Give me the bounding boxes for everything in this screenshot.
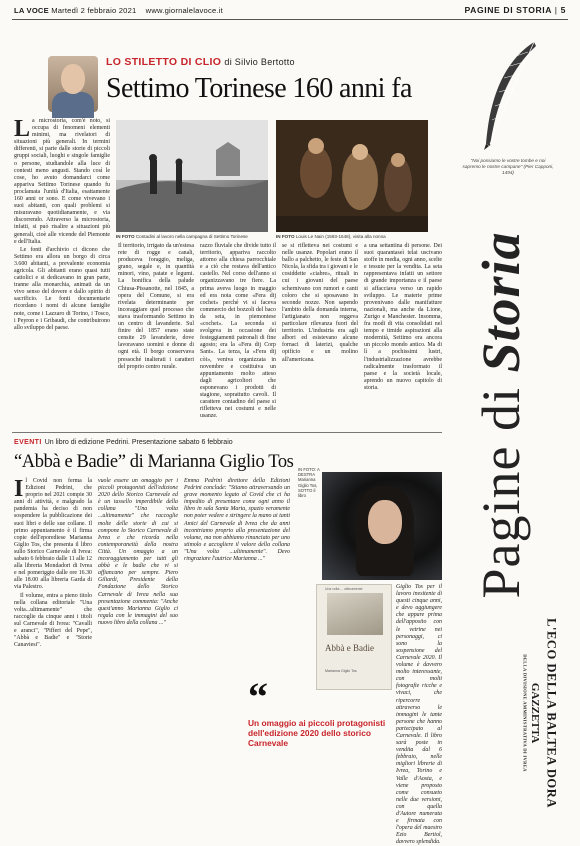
pullquote: Un omaggio ai piccoli protagonisti dell'edizione 2020 dello storico Carnevale [248,718,386,748]
events-kicker: EVENTI Un libro di edizione Pedrini. Presentazione sabato 6 febbraio [14,439,233,446]
article1-column-4: se si rifletteva nei costumi e nelle usanze. Popolari erano il ballo a palchetto, le feste di San Nicola, la sfida tra i giovani e le cosiddette «ciabre», rituali in cui i giovani del paese schernivano con rumori e canti coloro che si sposavano in seconde nozze. Non sapendo l'ambito della domanda interna, l'artigianato non reggeva particolare rilevanza fuori del territorio. L'industria era agli albori ed esistevano alcune fornaci di laterizi, qualche opificio e un molino all'americana. [282,243,358,363]
drop-cap: L [14,116,31,142]
section-vertical-title: Pagine di Storia [471,231,531,599]
article1-column-2: Il territorio, irrigato da un'estesa rete di rogge e canali, produceva foraggio, meliga, grano, segale e, in quantità minori, vino, patate e legumi. La bonifica della palude Chiusa-Pissanotte, nel 1845, a opera del Comune, si era rivelata determinante per incoraggiare quel processo che stava trasformando Settimo in un centro di lavanderie. Sul finire del 1857 erano state censite 29 lavanderie, dove lavoravano uomini e donne di ogni età. Il borgo conservava pressoché inalterati i caratteri del proprio centro rurale. [118,243,194,370]
section-divider [12,432,442,433]
article2-column-3: Emma Pedrini direttore della Edizioni Pedrini conclude: "Stiamo attraversando un grave momento legato al Covid che ci ha impedito di presentare come ogni anno il libro in sala Santa Marta, spazio veramente non poter vedere e stringere la mano ai tanti Amici del Carnevale di Ivrea che da anni incontriamo proprio alla presentazione del volume, ma non abbiamo rinunciato per uno stimolo e accogliere il valore della collana "Una volta ...ultimamente". Devo ringraziare l'autrice Marianna ..." [184,478,290,563]
article1-column-3: razzo fluviale che divide tutto il territorio, appariva raccolto attorno alla chiesa parrocchiale e a ciò che restava dell'antico castello. Nel corso dell'anno si organizzavano tre fiere. La prima aveva luogo in maggio ed era nota come «Fera dij cochet» perché vi si faceva commercio dei bozzoli del baco da seta, in piemontese «cochet». La seconda si svolgeva in occasione dei festeggiamenti patronali di fine agosto; era la «Fera dij Corp Sant». La terza, la «Fera dij còi», veniva organizzata in novembre e costituiva un appuntamento molto atteso dagli agricoltori che esponevano i prodotti di stagione, soprattutto cavoli. Il carattere contadino del paese si rifletteva nei costumi e nelle usanze. [200,243,276,420]
article1-column-5: a una settantina di persone. Dei suoi quarantaseì telai uscivano stoffe in media, ogni anno, scelte e tessute per la vendita. La seta rappresentava infatti un settore di grande importanza e il paese si affacciava verso un rapido sviluppo. Le materie prime provenivano dalle manifatture nazionali, ma anche da Lione, Zurigo e Manchester. Insomma, fra modi di vita consolidati nel tempo e timide aspirazioni alla modernità, Settimo era ancora un piccolo mondo antico. Ma di lì a pochissimi lustri, l'industrializzazione avrebbe radicalmente trasformato il paese e la società locale, aprendo un nuovo capitolo di storia. [364,243,442,391]
article2-column-4: Giglio Tos per il lavoro inesitente di questi cinque anni, e devo aggiungere che appare prima dell'apposito con le vetrine nei personaggi, ci sono la sospensione del Carnevale 2020. Il volume è davvero molto interessante, con molti fotografie ricche e vivaci, che ripercorre attraverso le immagini le tante persone che hanno partecipato al Carnevale. Il libro sarà poste in vendita dal 6 febbraio, nelle migliori librerie di Ivrea, Torino e Valle d'Aosta, e viene proposto come consueto nelle due versioni, con quella d'Autore numerata e firmata con l'opera del maestro Ezio Bertiol, davvero splendida. [396,584,442,846]
article2-headline: “Abbà e Badie” di Marianna Giglio Tos [14,452,294,472]
photo1-caption: IN FOTO Contadini al lavoro nella campagna di Settimo Torinese [116,234,248,239]
article1-column-1: La microstoria, com'è noto, si occupa di fenomeni elementi minimi, ma rivelatori di situazioni più generali. In termini differenti, si parte dalle storie di piccoli gruppi sociali, luoghi e singole famiglie o persone, studiandole alla luce di contesti meno angusti. Stando così le cose, ho avuto domandarci come appariva Settimo Torinese quando fu proclamata l'unità d'Italia, esattamente 160 anni or sono. E come vivevano i suoi abitanti, con quali problemi si misuravano quotidianamente, e via discorrendo. Attraverso la microstoria, infatti, si può risalire a situazioni più generali, cioè alle vicende del Piemonte e dell'Italia. Le fonti d'archivio ci dicono che Settimo era allora un borgo di circa 3.600 abitanti, a prevalente economia agricola. Gli abitanti erano quasi tutti cattolici e si dedicavano in gran parte, tranne alla monarchia, animati da un vivo senso del dovere e dallo spirito di sacrificio. Le fonti documentarie ricordano i nomi di alcune famiglie note, come i Lazzaro di Torino, i Tosco, i Peyron e i Gribaudi, che contribuirono allo sviluppo del paese. [14,116,110,331]
column-kicker [106,56,295,68]
byline: di Silvio Bertotto [224,57,295,67]
site-url[interactable]: www.giornalelavoce.it [145,6,223,15]
sidebar-quote: "Noi possiamo le vostre tombe e noi sapremo le nostre campane" (Pier Capponi, 1494) [462,158,554,175]
book-cover: Una volta ... ultimamente Abbà e Badie Marianna Giglio Tos [316,584,392,690]
header-right: PAGINE DI STORIA | 5 [464,5,566,15]
header-left [14,6,223,15]
page-number: 5 [560,5,566,15]
section-name: PAGINE DI STORIA [464,5,552,15]
masthead-vertical: L'ECO DELLA BALTEA DORA GAZZETTA DELLA DIVISIONE AMMINISTRATIVA DI IVREA [522,618,559,808]
photo-peasants [116,120,268,232]
photo3-caption: IN FOTO: A DESTRA Marianna Giglio Tos, SOTTO il libro [298,467,320,499]
paper-name: LA VOCE [14,6,49,15]
issue-date: Martedì 2 febbraio 2021 [51,6,137,15]
header-rule [12,19,568,20]
photo2-caption: IN FOTO Louis Le Nain (1593-1648), visita alla nonna [276,234,386,239]
author-portrait [48,56,98,112]
drop-cap-2: I [14,476,24,502]
headline: Settimo Torinese 160 anni fa [106,73,412,104]
author-photo-marianna [322,472,442,580]
painting-visit-grandmother [276,120,428,232]
quill-icon [476,40,542,152]
quote-mark-icon: “ [248,674,268,719]
article2-column-2: vuole essere un omaggio per i piccoli protagonisti dell'edizione 2020 dello Storico Carnevale ed è un tassello imperdibile della collana "Una volta ...ultimamente" che raccoglie molte delle storie di cui si compone lo Storico Carnevale di Ivrea e che ricorda nella contemporaneità della nostra Città. Un omaggio a un incoraggiamento per tutti gli abbà e le badie che vi si affiancano per sempre. Piero Giliardi, Presidente della Fondazione dello Storico Carnevale di Ivrea nella sua presentazione commenta: "Anche quest'anno Marianna Giglio ci regala con le immagini del suo nuovo libro della collana ..." [98,478,178,626]
column-name: LO STILETTO DI CLIO [106,56,222,68]
article2-column-1: Il Covid non ferma la Edizioni Pedrini, che proprio nel 2021 compie 30 anni di attività, e malgrado la pandemia ha deciso di non sospendere la pubblicazione dei suoi libri e delle sue collane. Il primo appuntamento è il firma copie dell'eporediese Marianna Giglio Tos, che presenta il libro sullo Storico Carnevale di Ivrea: sabato 6 febbraio dalle 11 alle 12 alla libreria Mondadori di Ivrea e nel pomeriggio dalle ore 16.30 alle 18.00 alla libreria Garda di via Palestro. Il volume, entra a pieno titolo nella collana editoriale "Una volta...ultimamente" che raccoglie da cinque anni i titoli sul Carnevale di Ivrea: "Cavalli e aranci", "Pifferi del Pepe", "Abbà e Badie" e "Storie Canaviesi". [14,476,92,649]
